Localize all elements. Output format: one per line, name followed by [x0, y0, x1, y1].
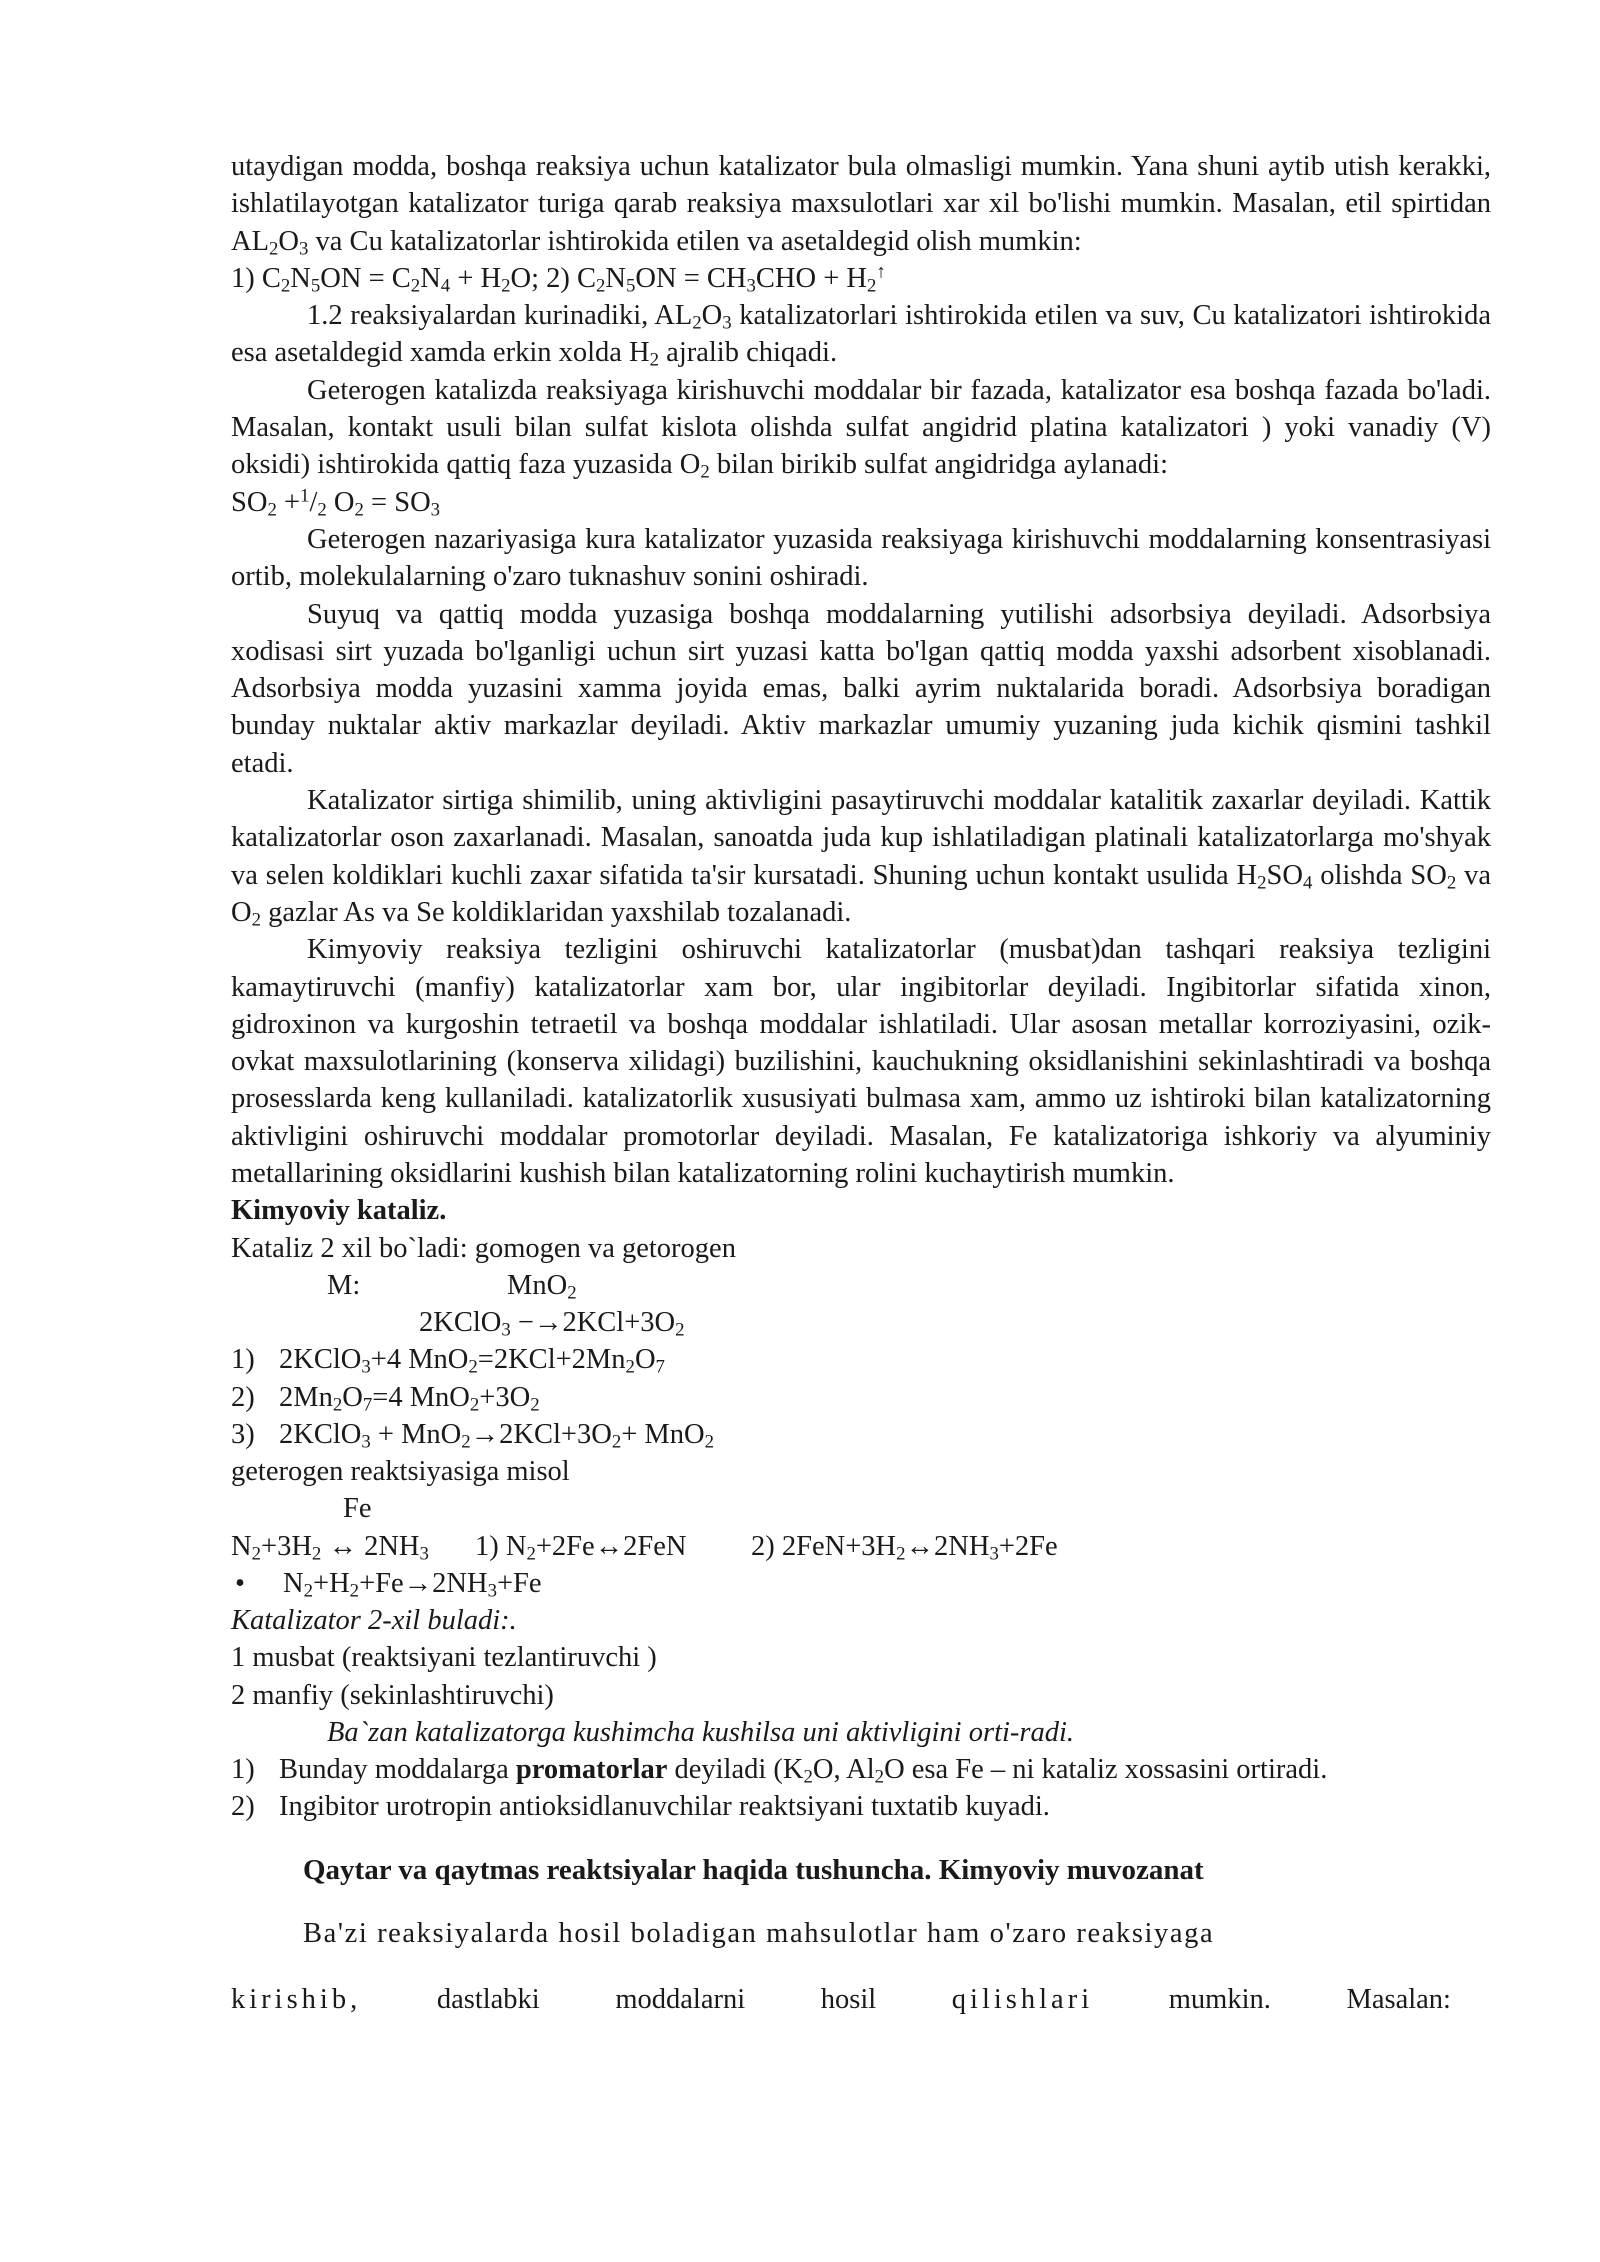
step-1: 1) 2KClO$_3$+4 $MnO_2=2KCl+2Mn_2O_7$	[231, 1344, 665, 1378]
paragraph-catalyst-products: utaydigan modda, boshqa reaksiya uchun katalizator bula olmasligi mumkin. Yana shuni aytib utish kerakki, ishlatilayotgan katalizator turiga qarab reaksiya maxsulotlari xar xil bo'lishi mumkin. Masalan, etil spirtidan $AL_2O_3$ va Cu katalizatorlar ishtirokida etilen va asetaldegid olish mumkin:	[231, 151, 1491, 260]
paragraph-heterogeneous-theory: Geterogen nazariyasiga kura katalizator yuzasida reaksiyaga kirishuvchi moddalarning konsentrasiyasi ortib, molekulalarning o'zaro tuknashuv sonini oshiradi.	[231, 523, 1491, 593]
ammonia-step-1: 1) $N_2+2Fe\leftrightarrow 2FeN$	[475, 1530, 687, 1565]
paragraph-inhibitors: Kimyoviy reaksiya tezligini oshiruvchi katalizatorlar (musbat)dan tashqari reaksiya tezligini kamaytiruvchi (manfiy) katalizatorlar xam bor, ular ingibitorlar deyiladi. Ingibitorlar sifatida xinon, gidroxinon va kurgoshin tetraetil va boshqa moddalar ishlatiladi. Ular asosan metallar korroziyasini, ozik-ovkat maxsulotlarining (konserva xilidagi) buzilishini, kauchukning oksidlanishini sekinlashtiradi va boshqa prosesslarda keng kullaniladi. katalizatorlik xususiyati bulmasa xam, ammo uz ishtiroki bilan katalizatorning aktivligini oshiruvchi moddalar promotorlar deyiladi. Masalan, Fe katalizatoriga ishkoriy va alyuminiy metallarining oksidlarini kushish bilan katalizatorning rolini kuchaytirish mumkin.	[231, 934, 1491, 1190]
list-item-promoters: 1) Bunday moddalarga promatorlar deyiladi ($K_2O$, $Al_2O$ esa Fe – ni kataliz xossasini ortiradi.	[231, 1754, 1328, 1788]
paragraph-heterogeneous: Geterogen katalizda reaksiyaga kirishuvchi moddalar bir fazada, katalizator esa boshqa fazada bo'ladi. Masalan, kontakt usuli bilan sulfat kislota olishda sulfat angidrid platina katalizatori ) yoki vanadiy (V) oksidi) ishtirokida qattiq faza yuzasida $O_2$ bilan birikib sulfat angidridga aylanadi:	[231, 374, 1491, 484]
kataliz-types: Kataliz 2 xil bo`ladi: gomogen va getorogen	[231, 1232, 736, 1264]
catalyst-m-label: M:	[327, 1269, 361, 1301]
section-title-kataliz: Kimyoviy kataliz.	[231, 1195, 447, 1227]
catalyst-label-row	[231, 1267, 1491, 1304]
paragraph-catalytic-poisons: Katalizator sirtiga shimilib, uning aktivligini pasaytiruvchi moddalar katalitik zaxarlar deyiladi. Kattik katalizatorlar oson zaxarlanadi. Masalan, sanoatda juda kup ishlatiladigan platinali katalizatorlarga mo'shyak va selen koldiklari kuchli zaxar sifatida ta'sir kursatadi. Shuning uchun kontakt usulida $H_2SO_4$ olishda $SO_2$ va $O_2$ gazlar As va Se koldiklaridan yaxshilab tozalanadi.	[231, 785, 1491, 931]
section-heading-equilibrium: Qaytar va qaytmas reaktsiyalar haqida tushuncha. Kimyoviy muvozanat	[303, 1853, 1204, 1886]
bullet-equation: • $N_2+H_2+Fe\to 2NH_3+Fe$	[231, 1565, 1491, 1602]
paragraph-reversible-line2: kirishib, dastlabki moddalarni hosil qilishlari mumkin. Masalan:	[231, 1983, 1451, 2015]
step-2: 2) $2Mn_2O_7=4$ $MnO_2+3O_2$	[231, 1381, 540, 1416]
document-page	[231, 148, 1491, 2047]
promoter-note: Ba`zan katalizatorga kushimcha kushilsa uni aktivligini orti-radi.	[327, 1716, 1075, 1748]
main-equation: 2KClO$_3$ $-\to 2KCl+3O_2$	[419, 1306, 685, 1341]
catalyst-types-heading: Katalizator 2-xil buladi:.	[231, 1604, 517, 1636]
paragraph-adsorption: Suyuq va qattiq modda yuzasiga boshqa moddalarning yutilishi adsorbsiya deyiladi. Adsorbsiya xodisasi sirt yuzada bo'lganligi uchun sirt yuzasi katta bo'lgan qattiq modda yaxshi adsorbent xisoblanadi. Adsorbsiya modda yuzasini xamma joyida emas, balki ayrim nuktalarida boradi. Adsorbsiya boradigan bunday nuktalar aktiv markazlar deyiladi. Aktiv markazlar umumiy yuzaning juda kichik qismini tashkil etadi.	[231, 598, 1491, 779]
ammonia-overall: $N_2+3H_2$ ↔ $2NH_3$	[231, 1530, 429, 1565]
equation-so2: $SO_2 +^1/_2$ $O_2 = SO_3$	[231, 485, 441, 521]
hetero-example-label: geterogen reaktsiyasiga misol	[231, 1456, 570, 1488]
equation-ethanol: 1) $C_2N_5ON = C_2N_4 + H_2O$; 2) $C_2N_5ON = CH_3CHO + H_2^↑$	[231, 261, 886, 297]
paragraph-reversible-line1: Ba'zi reaksiyalarda hosil boladigan mahsulotlar ham o'zaro reaksiyaga	[303, 1918, 1215, 1950]
list-item-inhibitor: 2) Ingibitor urotropin antioksidlanuvchilar reaktsiyani tuxtatib kuyadi.	[231, 1791, 1050, 1823]
ammonia-equation-row	[231, 1528, 1491, 1565]
bullet-icon: •	[235, 1567, 245, 1599]
fe-label: Fe	[343, 1493, 372, 1525]
ammonia-step-2: 2) $2FeN+3H_2\leftrightarrow 2NH_3+2Fe$	[751, 1530, 1058, 1565]
catalyst-mno2-label: MnO$_2$	[507, 1269, 577, 1304]
step-3: 3) 2KClO$_3$ + $MnO_2\to 2KCl+3O_2+ MnO_2$	[231, 1418, 715, 1453]
catalyst-type-negative: 2 manfiy (sekinlashtiruvchi)	[231, 1679, 554, 1711]
paragraph-reaction-explanation: 1.2 reaksiyalardan kurinadiki, $AL_2O_3$ katalizatorlari ishtirokida etilen va suv, Cu katalizatori ishtirokida esa asetaldegid xamda erkin xolda $H_2$ ajralib chiqadi.	[231, 300, 1491, 372]
catalyst-type-positive: 1 musbat (reaktsiyani tezlantiruvchi )	[231, 1642, 657, 1674]
